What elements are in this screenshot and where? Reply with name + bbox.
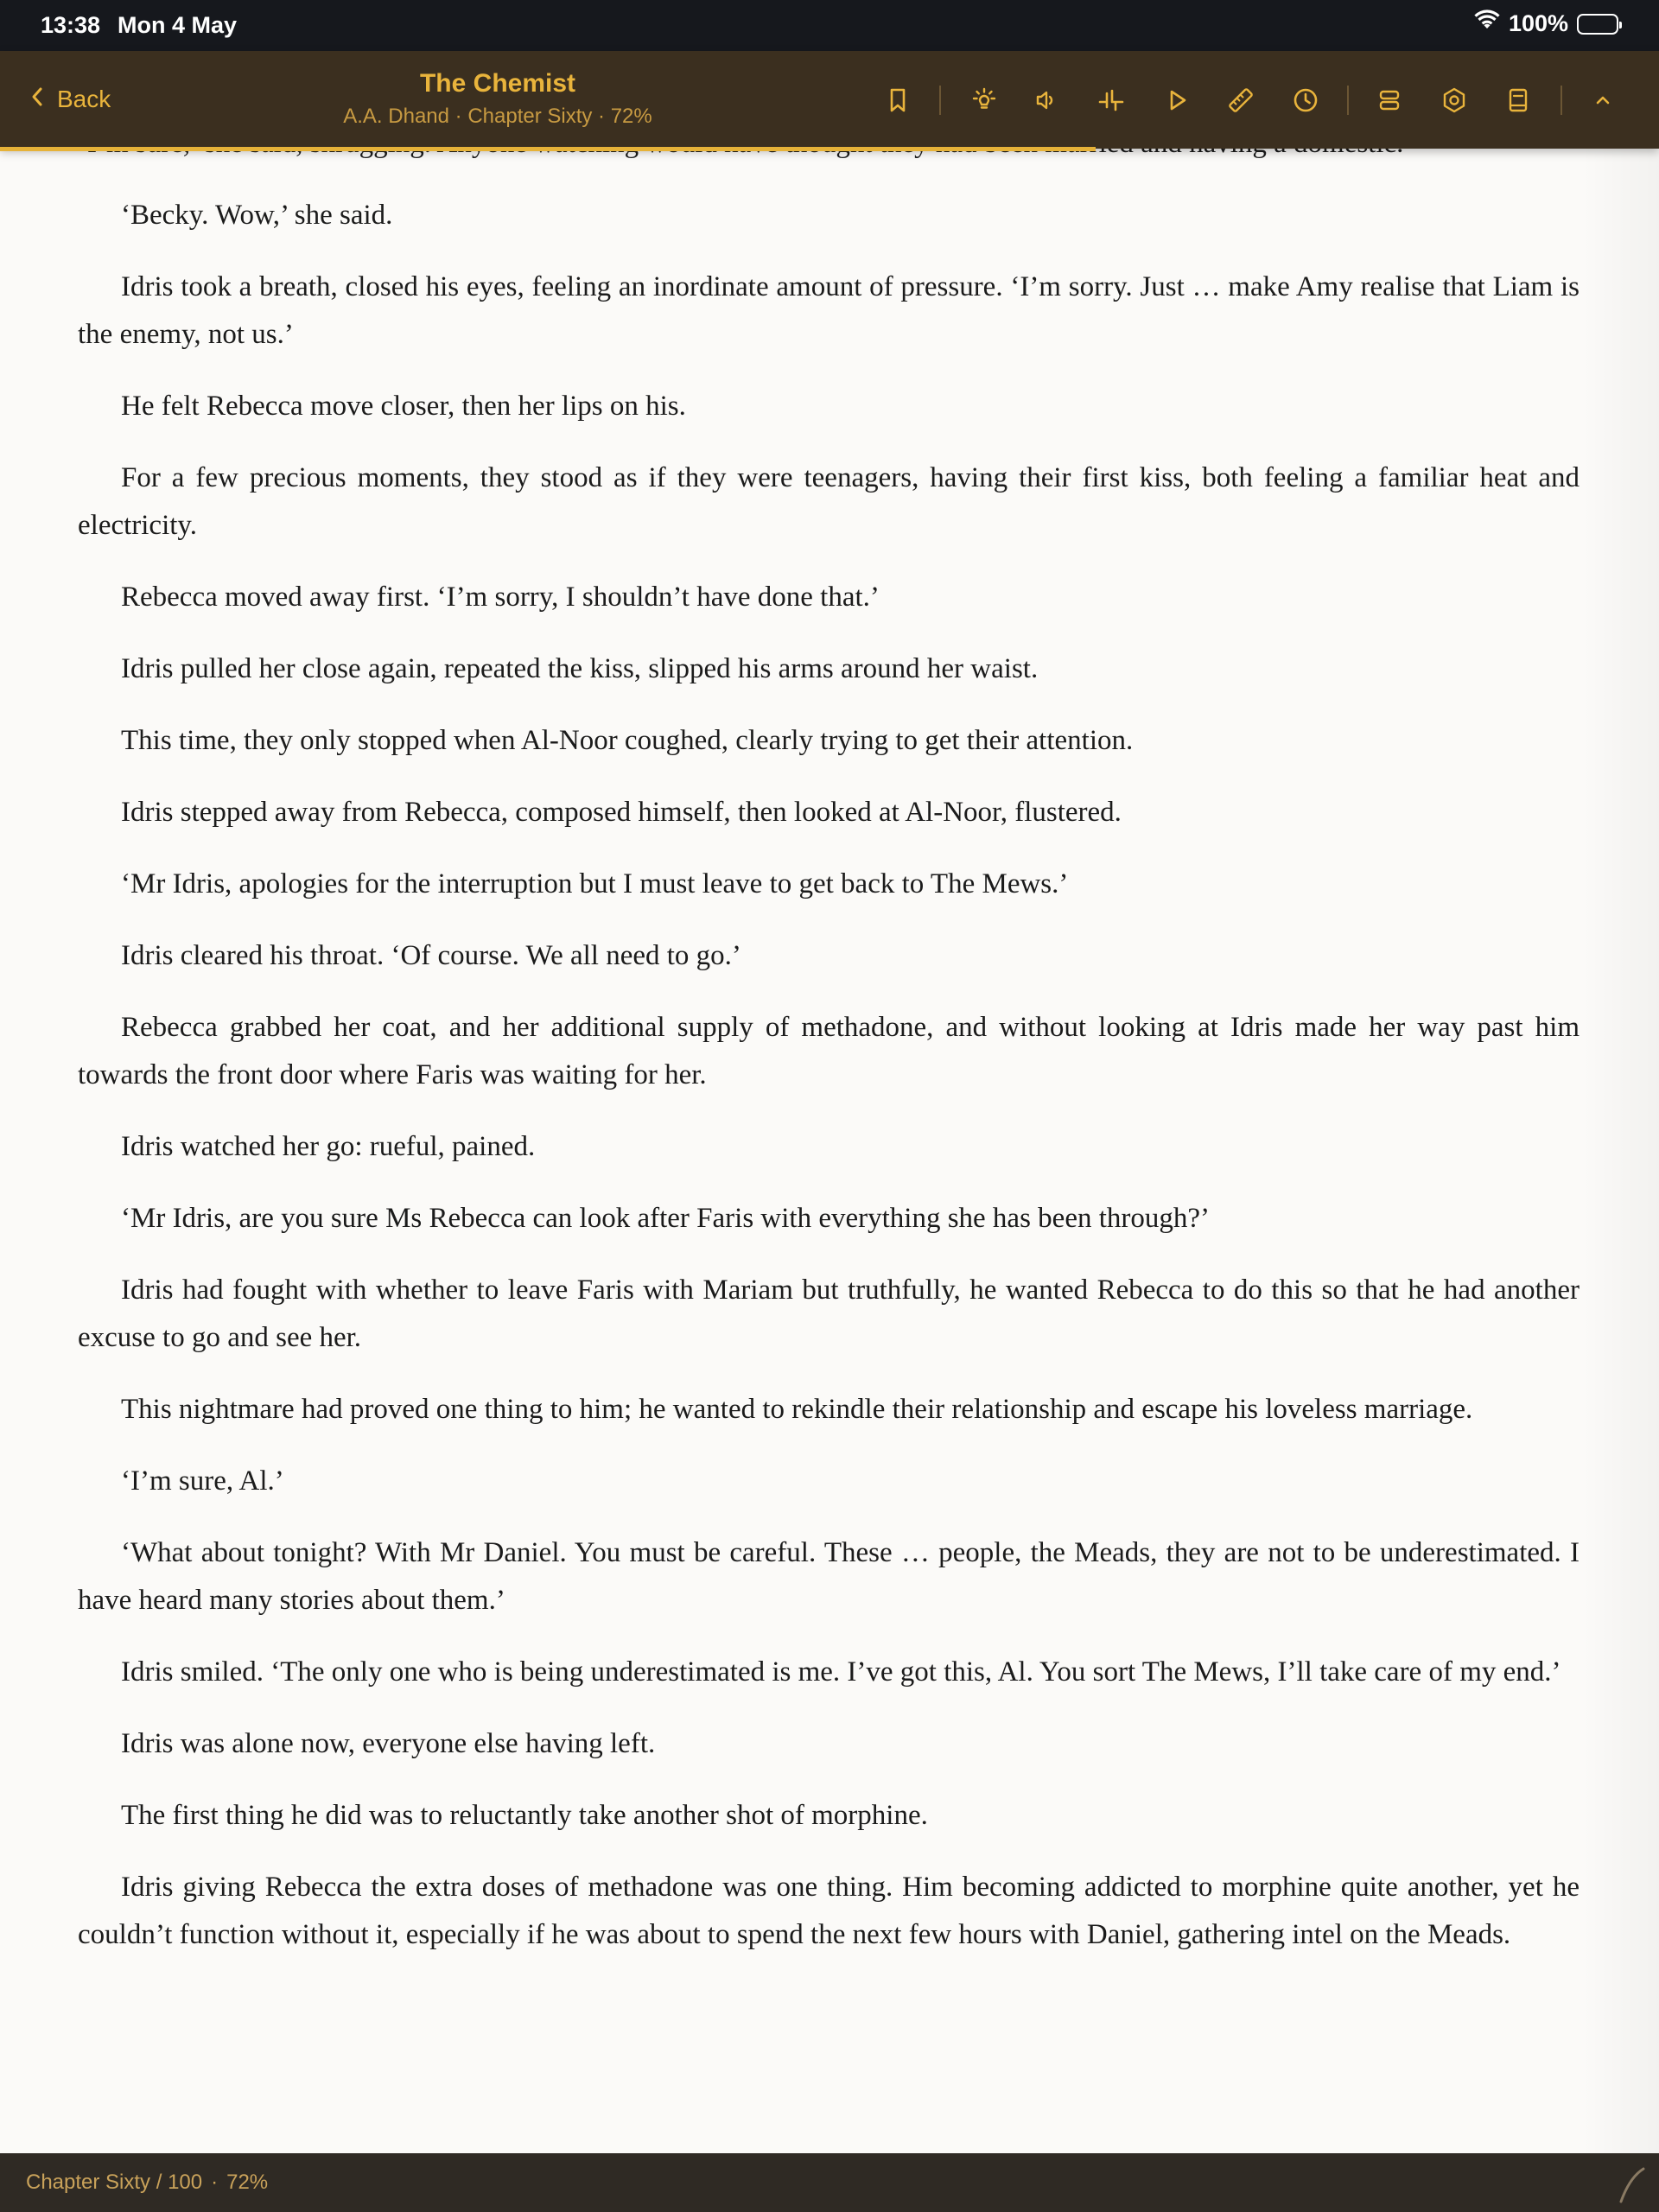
paragraph: Idris stepped away from Rebecca, composed himself, then looked at Al-Noor, flustered. [121,797,1122,828]
brightness-icon[interactable] [963,79,1005,121]
battery-percent: 100% [1508,10,1568,36]
footer-chapter: Chapter Sixty / 100 [26,2171,203,2194]
status-bar [0,0,1659,51]
wifi-icon [1474,10,1500,37]
reading-page[interactable] [0,149,1659,2153]
paragraph: Idris was alone now, everyone else having left. [121,1728,656,1759]
paragraph: Idris cleared his throat. ‘Of course. We all need to go.’ [121,940,741,971]
book-title: The Chemist [419,69,576,98]
page-edge-shadow [1581,149,1659,2153]
bookmark-icon[interactable] [877,79,918,121]
play-icon[interactable] [1156,79,1198,121]
paragraph: Idris giving Rebecca the extra doses of methadone was one thing. Him becoming addicted to morphine quite another, yet he couldn’t function without it, especially if he was about to spend the next few hours with Daniel, gathering intel on the Meads. [78,1872,1580,1950]
reader-toolbar [0,51,1659,149]
paragraph: ‘I’m sure, Al.’ [121,1465,284,1497]
footer-percent: 72% [226,2171,269,2194]
footer-progress [26,2171,268,2195]
paragraph: Idris watched her go: rueful, pained. [121,1131,536,1162]
paragraph: Idris smiled. ‘The only one who is being underestimated is me. I’ve got this, Al. You sort The Mews, I’ll take care of my end.’ [121,1656,1561,1688]
paragraph: The first thing he did was to reluctantly take another shot of morphine. [121,1800,928,1831]
settings-icon[interactable] [1433,79,1475,121]
library-icon[interactable] [1497,79,1539,121]
paragraph: ‘What about tonight? With Mr Daniel. You must be careful. These … people, the Meads, they are not to be underestimated. I have heard many stories about them.’ [78,1537,1580,1616]
toolbar-divider [939,86,941,115]
layout-icon[interactable] [1369,79,1410,121]
ruler-icon[interactable] [1220,79,1262,121]
status-time: 13:38 [41,12,101,38]
collapse-icon[interactable] [1582,79,1624,121]
book-subtitle: A.A. Dhand · Chapter Sixty · 72% [343,105,652,128]
title-block [259,68,736,130]
paragraph: This nightmare had proved one thing to him; he wanted to rekindle their relationship and escape his loveless marriage. [121,1394,1473,1425]
toolbar-divider [1560,86,1562,115]
paragraph: He felt Rebecca move closer, then her lips on his. [121,391,686,422]
waveform-icon[interactable] [1090,79,1132,121]
audio-icon[interactable] [1025,79,1066,121]
chevron-left-icon [29,86,45,113]
paragraph: ‘Becky. Wow,’ she said. [121,200,393,231]
paragraph: Rebecca grabbed her coat, and her additional supply of methadone, and without looking at Idris made her way past him towards the front door where Faris was waiting for her. [78,1012,1580,1090]
paragraph: ‘Mr Idris, are you sure Ms Rebecca can look after Faris with everything she has been through?’ [121,1203,1211,1234]
page-curl-icon[interactable] [1604,2164,1647,2207]
chapter-text [78,120,1580,1983]
status-right [1474,10,1618,37]
paragraph: Idris had fought with whether to leave Faris with Mariam but truthfully, he wanted Rebecca to do this so that he had another excuse to go and see her. [78,1274,1580,1353]
footer-separator: · [211,2171,219,2194]
clock-icon[interactable] [1285,79,1326,121]
reader-footer [0,2153,1659,2212]
battery-icon [1577,14,1618,35]
paragraph: Rebecca moved away first. ‘I’m sorry, I shouldn’t have done that.’ [121,582,880,613]
toolbar-divider [1347,86,1349,115]
status-date: Mon 4 May [118,12,238,38]
back-label: Back [57,86,111,112]
paragraph: Idris pulled her close again, repeated the kiss, slipped his arms around her waist. [121,653,1039,684]
paragraph: ‘Mr Idris, apologies for the interruption but I must leave to get back to The Mews.’ [121,868,1069,899]
paragraph: Idris took a breath, closed his eyes, feeling an inordinate amount of pressure. ‘I’m sorry. Just … make Amy realise that Liam is the enemy, not us.’ [78,271,1580,350]
back-button[interactable] [29,80,111,118]
paragraph: For a few precious moments, they stood as if they were teenagers, having their first kiss, both feeling a familiar heat and electricity. [78,462,1580,541]
paragraph: This time, they only stopped when Al-Noor coughed, clearly trying to get their attention. [121,725,1134,756]
reading-progress-line [0,147,1096,151]
